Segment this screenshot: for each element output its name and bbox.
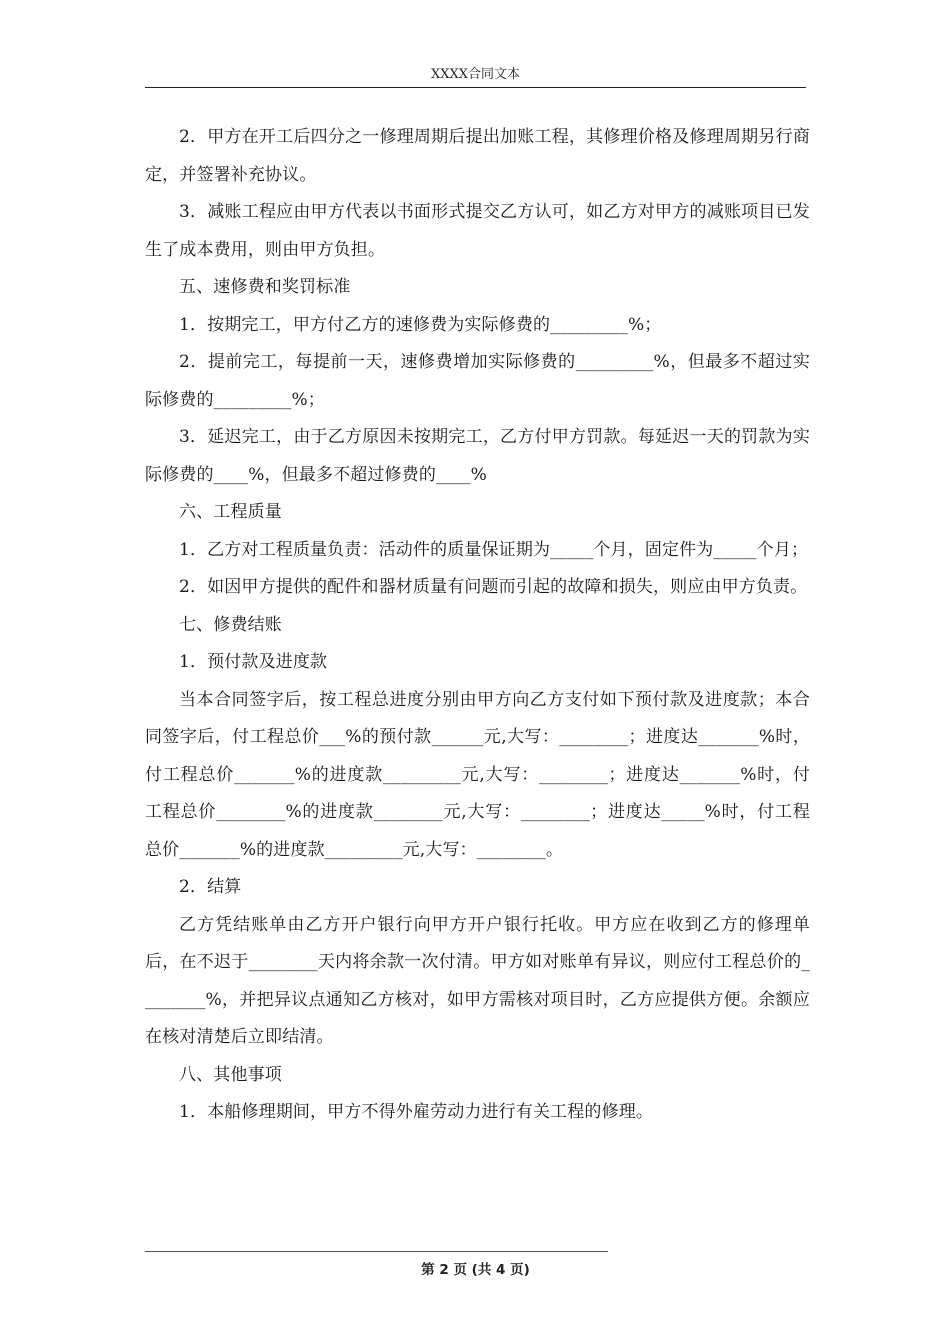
section-heading-6: 六、工程质量	[179, 502, 282, 522]
clause-5-3: 3．延迟完工，由于乙方原因未按期完工，乙方付甲方罚款。每延迟一天的罚款为实际修费的____%，但最多不超过修费的____%	[145, 427, 810, 485]
clause-5-2: 2．提前完工，每提前一天，速修费增加实际修费的_________%，但最多不超过实际修费的_________%；	[145, 352, 810, 410]
clause-7-1-body: 当本合同签字后，按工程总进度分别由甲方向乙方支付如下预付款及进度款；本合同签字后，付工程总价___%的预付款______元,大写：________；进度达_______%时，付工程总价_______%的进度款_________元,大写：________；进度达_______%时，付工程总价________%的进度款________元,大写：________；进度达_____%时，付工程总价_______%的进度款_________元,大写：________。	[145, 689, 810, 860]
clause-4-2: 2．甲方在开工后四分之一修理周期后提出加账工程，其修理价格及修理周期另行商定，并签署补充协议。	[145, 127, 810, 185]
page-number: 第 2 页 (共 4 页)	[421, 1262, 530, 1278]
document-body	[145, 119, 810, 1132]
clause-4-3: 3．减账工程应由甲方代表以书面形式提交乙方认可，如乙方对甲方的减账项目已发生了成本费用，则由甲方负担。	[145, 202, 810, 260]
section-heading-8: 八、其他事项	[179, 1064, 282, 1085]
subheading-7-1: 1．预付款及进度款	[179, 652, 328, 672]
header-divider	[145, 87, 806, 88]
section-heading-5: 五、速修费和奖罚标准	[179, 277, 351, 297]
clause-8-1: 1．本船修理期间，甲方不得外雇劳动力进行有关工程的修理。	[179, 1102, 654, 1122]
subheading-7-2: 2．结算	[179, 877, 242, 897]
footer-divider	[145, 1251, 608, 1252]
section-heading-7: 七、修费结账	[179, 614, 282, 635]
page-header-title: XXXX合同文本	[430, 67, 521, 82]
clause-6-2: 2．如因甲方提供的配件和器材质量有问题而引起的故障和损失，则应由甲方负责。	[179, 577, 808, 597]
clause-7-2-body: 乙方凭结账单由乙方开户银行向甲方开户银行托收。甲方应在收到乙方的修理单后，在不迟于________天内将余款一次付清。甲方如对账单有异议，则应付工程总价的________%，并把异议点通知乙方核对，如甲方需核对项目时，乙方应提供方便。余额应在核对清楚后立即结清。	[145, 914, 810, 1047]
clause-5-1: 1．按期完工，甲方付乙方的速修费为实际修费的_________%；	[179, 314, 662, 335]
clause-6-1: 1．乙方对工程质量负责：活动件的质量保证期为_____个月，固定件为_____个月；	[179, 539, 809, 560]
